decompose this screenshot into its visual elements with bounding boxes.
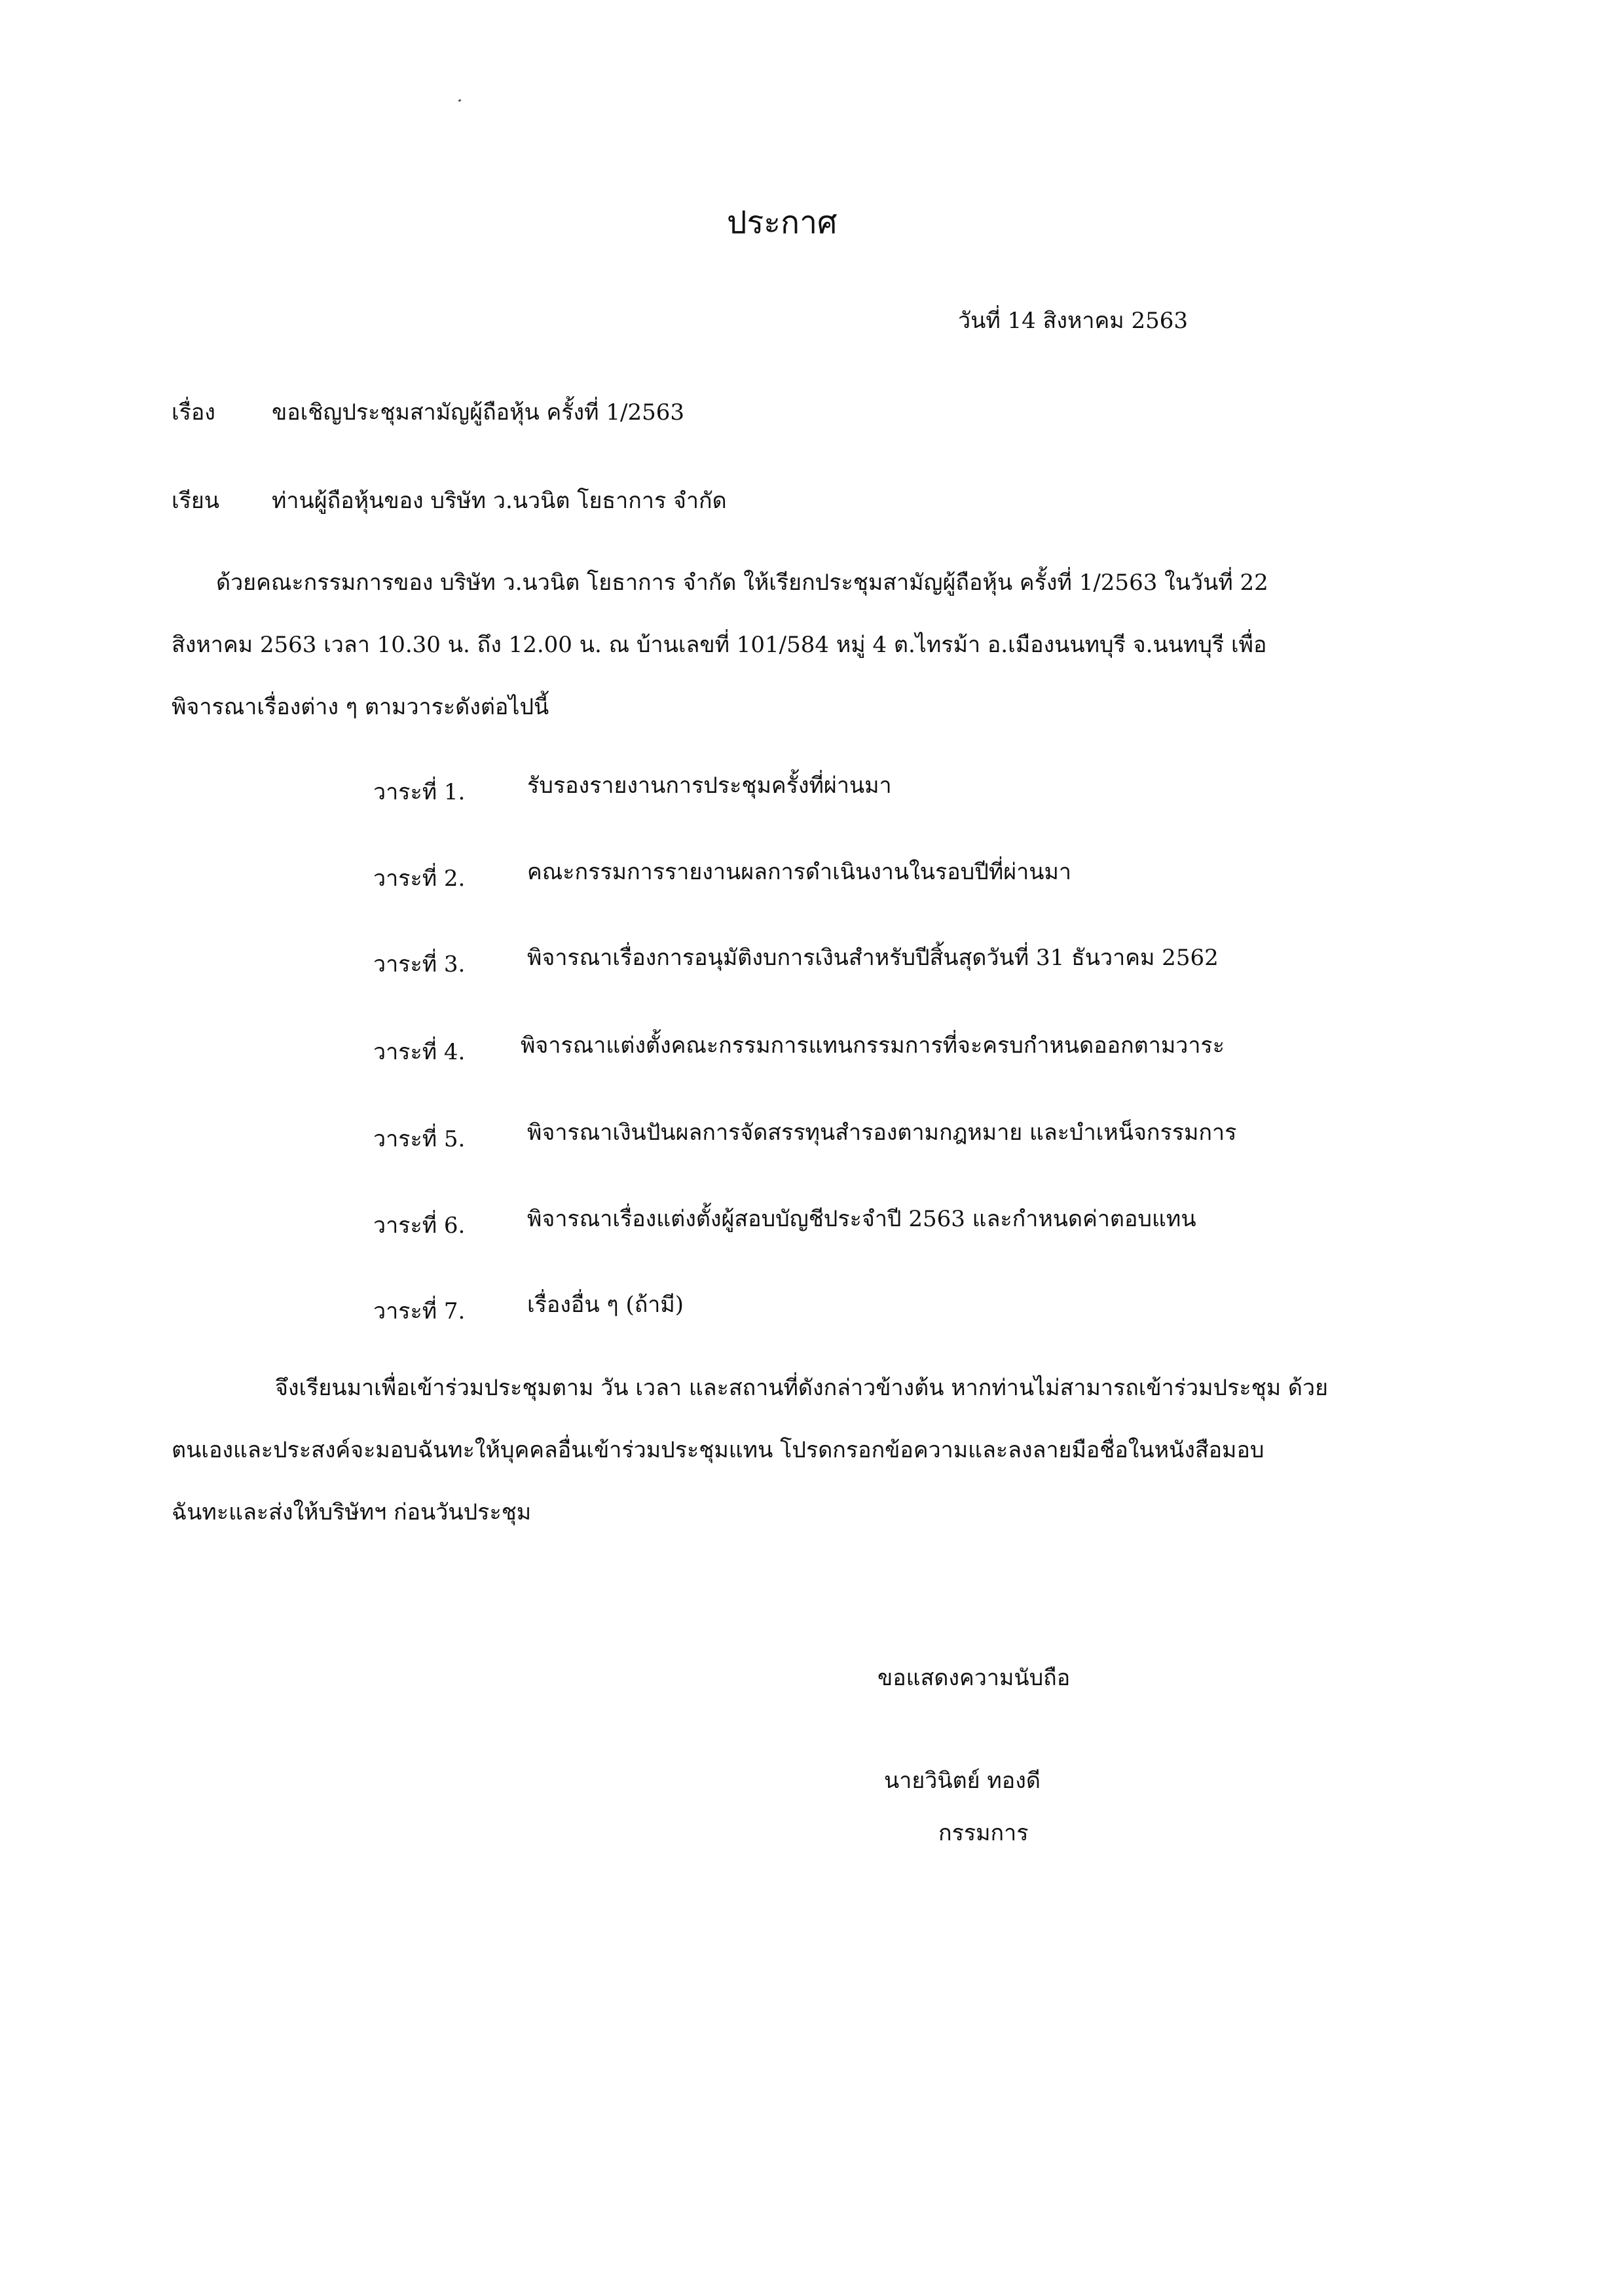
agenda-label: วาระที่ 7. — [373, 1298, 466, 1324]
agenda-label: วาระที่ 6. — [373, 1212, 466, 1239]
subject-text: ขอเชิญประชุมสามัญผู้ถือหุ้น ครั้งที่ 1/2563 — [272, 399, 684, 426]
document-title: ประกาศ — [727, 204, 838, 241]
agenda-text: พิจารณาเรื่องแต่งตั้งผู้สอบบัญชีประจำปี 2563 และกำหนดค่าตอบแทน — [527, 1206, 1196, 1232]
recipient-text: ท่านผู้ถือหุ้นของ บริษัท ว.นวนิต โยธาการ จำกัด — [272, 488, 727, 514]
scan-speck — [458, 99, 462, 102]
agenda-label: วาระที่ 5. — [373, 1126, 466, 1152]
agenda-text: พิจารณาเงินปันผลการจัดสรรทุนสำรองตามกฎหมาย และบำเหน็จกรรมการ — [527, 1120, 1237, 1146]
recipient-label: เรียน — [172, 488, 220, 514]
agenda-text: พิจารณาเรื่องการอนุมัติงบการเงินสำหรับปีสิ้นสุดวันที่ 31 ธันวาคม 2562 — [527, 945, 1219, 971]
agenda-label: วาระที่ 3. — [373, 951, 466, 977]
agenda-text: พิจารณาแต่งตั้งคณะกรรมการแทนกรรมการที่จะครบกำหนดออกตามวาระ — [521, 1032, 1225, 1059]
closing-line-1: จึงเรียนมาเพื่อเข้าร่วมประชุมตาม วัน เวลา และสถานที่ดังกล่าวข้างต้น หากท่านไม่สามารถเข้าร่วมประชุม ด้วย — [275, 1375, 1329, 1401]
closing-line-3: ฉันทะและส่งให้บริษัทฯ ก่อนวันประชุม — [172, 1499, 532, 1525]
intro-line-1: ด้วยคณะกรรมการของ บริษัท ว.นวนิต โยธาการ จำกัด ให้เรียกประชุมสามัญผู้ถือหุ้น ครั้งที่ 1/2563 ในวันที่ 22 — [216, 570, 1268, 596]
document-date: วันที่ 14 สิงหาคม 2563 — [958, 308, 1188, 334]
agenda-text: รับรองรายงานการประชุมครั้งที่ผ่านมา — [527, 773, 892, 799]
signer-position: กรรมการ — [938, 1820, 1029, 1846]
agenda-label: วาระที่ 4. — [373, 1039, 466, 1065]
agenda-label: วาระที่ 1. — [373, 779, 466, 805]
closing-line-2: ตนเองและประสงค์จะมอบฉันทะให้บุคคลอื่นเข้าร่วมประชุมแทน โปรดกรอกข้อความและลงลายมือชื่อในหนังสือมอบ — [172, 1437, 1264, 1463]
agenda-text: คณะกรรมการรายงานผลการดำเนินงานในรอบปีที่ผ่านมา — [527, 859, 1071, 885]
intro-line-3: พิจารณาเรื่องต่าง ๆ ตามวาระดังต่อไปนี้ — [172, 694, 549, 720]
agenda-text: เรื่องอื่น ๆ (ถ้ามี) — [527, 1292, 684, 1318]
subject-label: เรื่อง — [172, 399, 215, 426]
signer-name: นายวินิตย์ ทองดี — [884, 1768, 1041, 1794]
intro-line-2: สิงหาคม 2563 เวลา 10.30 น. ถึง 12.00 น. ณ บ้านเลขที่ 101/584 หมู่ 4 ต.ไทรม้า อ.เมืองนนทบุรี จ.นนทบุรี เพื่อ — [172, 632, 1267, 658]
agenda-label: วาระที่ 2. — [373, 866, 466, 892]
closing-regards: ขอแสดงความนับถือ — [877, 1665, 1071, 1691]
